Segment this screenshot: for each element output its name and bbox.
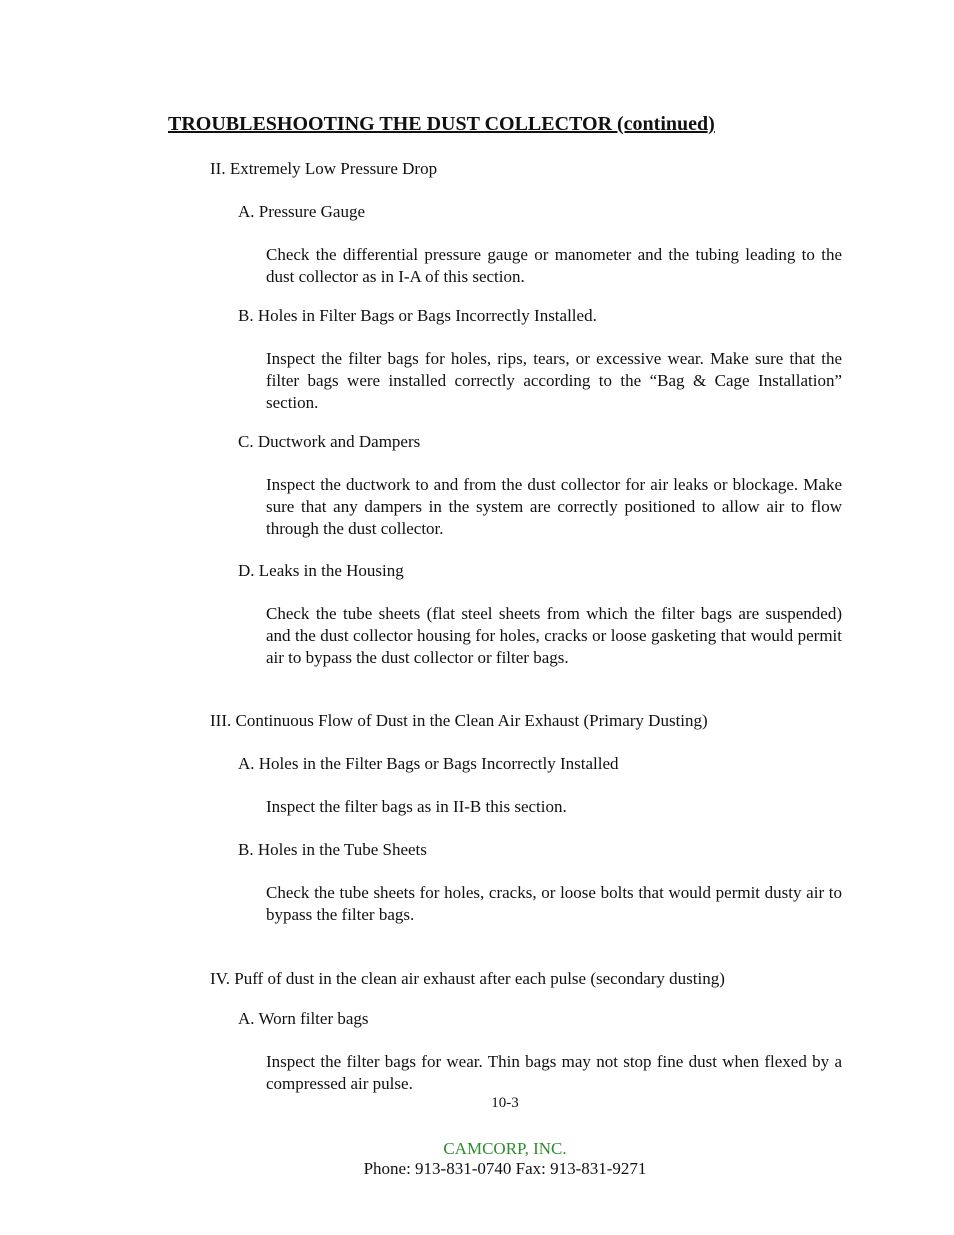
item-text-ii-d: Check the tube sheets (flat steel sheets from which the filter bags are suspended) and the dust collector housing for holes, cracks or loose gasketing that would permit air to bypass the dust collector or filter bags.	[266, 604, 842, 667]
page-title: TROUBLESHOOTING THE DUST COLLECTOR (continued)	[168, 113, 715, 135]
section-heading-iv: IV. Puff of dust in the clean air exhaust after each pulse (secondary dusting)	[210, 969, 725, 988]
section-heading-iii: III. Continuous Flow of Dust in the Clean Air Exhaust (Primary Dusting)	[210, 711, 708, 730]
item-heading-ii-c: C. Ductwork and Dampers	[238, 432, 421, 451]
item-heading-iii-b: B. Holes in the Tube Sheets	[238, 840, 427, 859]
item-heading-iv-a: A. Worn filter bags	[238, 1009, 369, 1028]
item-text-iii-b: Check the tube sheets for holes, cracks, or loose bolts that would permit dusty air to bypass the filter bags.	[266, 883, 842, 924]
footer-company: CAMCORP, INC.	[443, 1139, 567, 1158]
footer-phone: Phone: 913-831-0740 Fax: 913-831-9271	[363, 1159, 647, 1178]
item-heading-iii-a: A. Holes in the Filter Bags or Bags Incorrectly Installed	[238, 754, 619, 773]
item-text-ii-a: Check the differential pressure gauge or manometer and the tubing leading to the dust collector as in I-A of this section.	[266, 245, 842, 286]
item-heading-ii-a: A. Pressure Gauge	[238, 202, 365, 221]
item-heading-ii-d: D. Leaks in the Housing	[238, 561, 404, 580]
section-heading-ii: II. Extremely Low Pressure Drop	[210, 159, 438, 178]
item-text-iv-a: Inspect the filter bags for wear. Thin bags may not stop fine dust when flexed by a compressed air pulse.	[266, 1052, 842, 1093]
item-text-ii-c: Inspect the ductwork to and from the dust collector for air leaks or blockage. Make sure that any dampers in the system are correctly positioned to allow air to flow through the dust collector.	[266, 475, 842, 538]
item-text-iii-a: Inspect the filter bags as in II-B this section.	[266, 797, 567, 816]
item-heading-ii-b: B. Holes in Filter Bags or Bags Incorrectly Installed.	[238, 306, 597, 325]
item-text-ii-b: Inspect the filter bags for holes, rips, tears, or excessive wear. Make sure that the filter bags were installed correctly according to the “Bag & Cage Installation” section.	[266, 349, 842, 412]
page-number: 10-3	[491, 1095, 519, 1111]
